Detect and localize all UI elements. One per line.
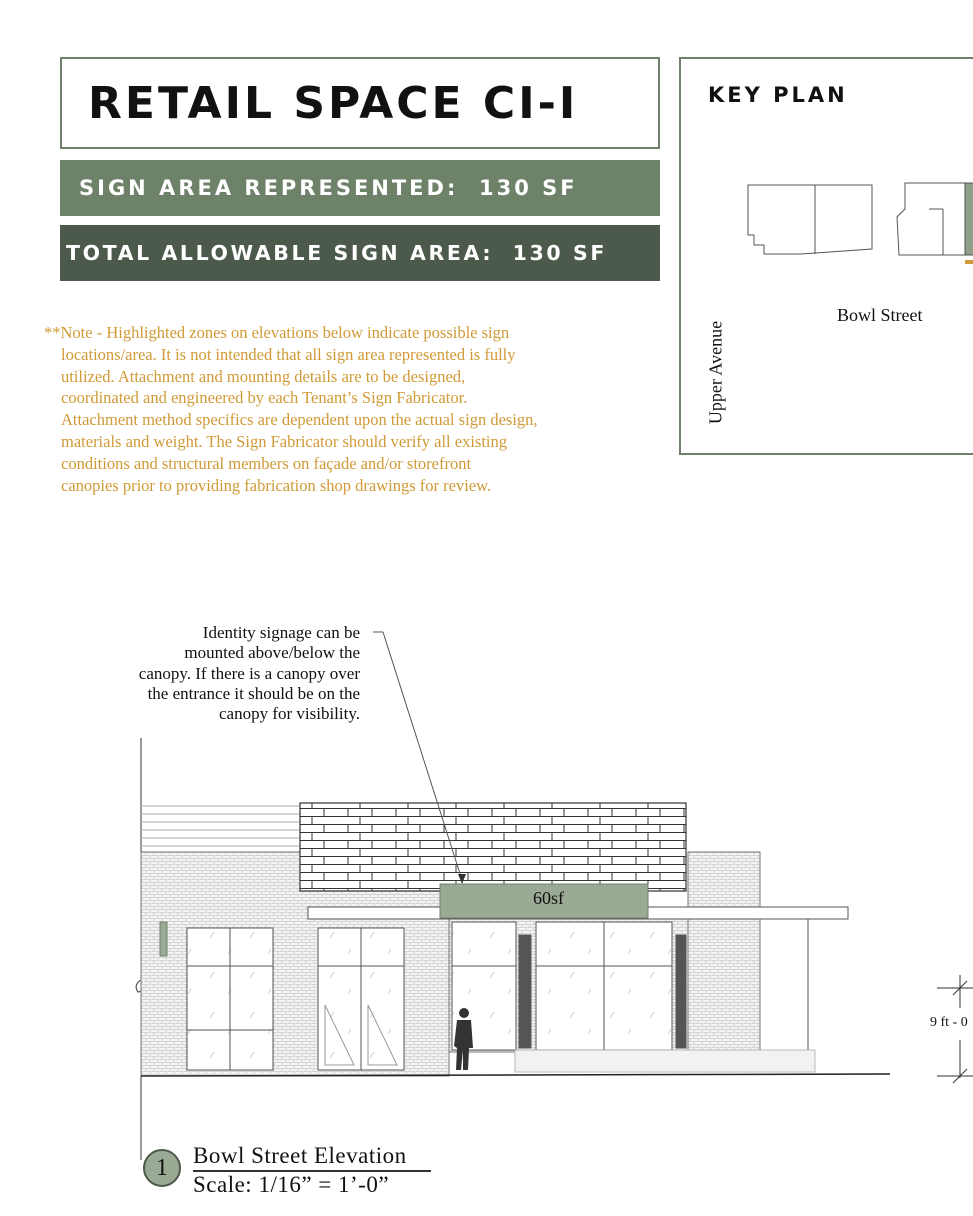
sidewalk: [515, 1050, 815, 1072]
note-line: conditions and structural members on façade and/or storefront: [61, 453, 472, 473]
wall-sign-zone: [160, 922, 167, 956]
drawing-scale: Scale: 1/16” = 1’-0”: [193, 1172, 390, 1197]
storefront-center: [452, 922, 686, 1050]
upper-siding: [141, 806, 300, 846]
total-allowable-text: TOTAL ALLOWABLE SIGN AREA: 130 SF: [66, 241, 607, 265]
callout-line: canopy for visibility.: [218, 704, 360, 724]
note-line: materials and weight. The Sign Fabricator should verify all existing: [61, 431, 508, 451]
note-line: coordinated and engineered by each Tenant’s Sign Fabricator.: [61, 388, 468, 408]
callout-line: mounted above/below the: [184, 643, 360, 663]
note-line: **Note - Highlighted zones on elevations below indicate possible sign: [44, 323, 510, 342]
note-line: Attachment method specifics are dependent upon the actual sign design,: [61, 410, 538, 430]
street-label: Bowl Street: [837, 305, 923, 325]
drawing-number-badge: [143, 1149, 181, 1187]
upper-brick-panel: [300, 803, 686, 891]
sign-area-represented-text: SIGN AREA REPRESENTED: 130 SF: [79, 176, 578, 200]
drawing-title: Bowl Street Elevation: [193, 1143, 407, 1168]
avenue-label: Upper Avenue: [705, 320, 726, 425]
callout-line: Identity signage can be: [202, 623, 360, 642]
sign-area-label: 60sf: [533, 888, 564, 908]
callout-line: the entrance it should be on the: [147, 683, 360, 703]
dimension-label: 9 ft - 0: [930, 1015, 968, 1030]
key-plan-title: KEY PLAN: [708, 83, 848, 107]
callout-line: canopy. If there is a canopy over: [138, 663, 360, 683]
note-line: canopies prior to providing fabrication shop drawings for review.: [61, 475, 492, 495]
page-title: RETAIL SPACE CI-I: [88, 77, 579, 129]
note-line: locations/area. It is not intended that all sign area represented is fully: [61, 344, 516, 364]
note-line: utilized. Attachment and mounting details are to be designed,: [61, 366, 466, 386]
drawing-number: 1: [156, 1154, 168, 1181]
brick-facade-right: [688, 852, 760, 1052]
